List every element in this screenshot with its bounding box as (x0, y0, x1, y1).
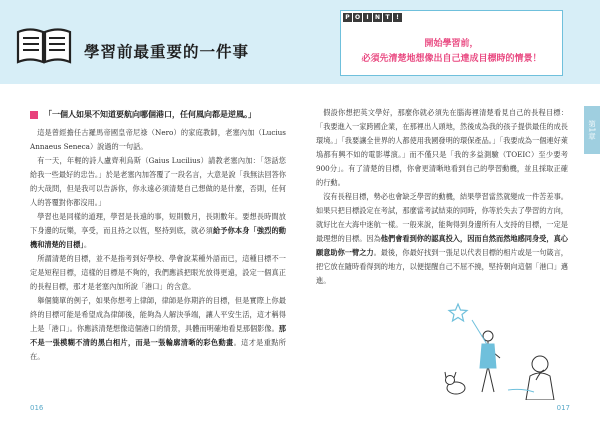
paragraph-text: 。這才是重點所在。 (30, 338, 286, 361)
open-book-icon (16, 26, 72, 64)
point-letter: T (383, 13, 392, 22)
header-band (0, 0, 600, 84)
illustration-dreaming-goal (412, 300, 572, 400)
highlight-text: 他們會看到你的認真投入，因而自然而然地感同身受，真心願意助你一臂之力 (316, 234, 568, 257)
point-callout (340, 10, 563, 76)
left-page-body (30, 108, 286, 364)
paragraph: 假設你想把英文學好，那麼你就必須先在腦海裡清楚看見自己的長程目標：「我要進入一家跨國企業，在那裡出人頭地，然後成為我的孩子提供最佳的成長環境。」「我要讓全世界的人都使用我國發明的環保產品。」「我要成為一個連好萊塢都有興不如的電影導演。」而不僅只是「我的多益測驗（TOEIC）至少要考900分」。有了清楚的目標，你會更清晰地看到自己的學習動機，並且採取正確的行動。 (316, 108, 568, 187)
star-icon (449, 304, 467, 321)
point-label (343, 13, 402, 22)
point-letter: ! (393, 13, 402, 22)
dog-figure (445, 372, 465, 394)
chapter-tab-label: 第1章 (587, 120, 597, 140)
point-letter: O (354, 14, 361, 21)
paragraph: 所謂清楚的目標，並不是指考到好學校、學會說某種外語而已，這種目標不一定是短程目標，這樣的目標是不夠的，我們應該把眼光放得更遠，設定一個真正的長程目標，那才是老塞內加所說「港口」的含意。 (30, 254, 286, 291)
section-title: 學習前最重要的一件事 (84, 43, 250, 61)
point-text (341, 37, 562, 67)
chapter-tab (584, 106, 600, 154)
point-line-2: 必須先清楚地想像出自己達成目標時的情景！ (361, 54, 542, 64)
paragraph-text: 沒有長程目標，勢必也會缺乏學習的動機，結果學習當然就變成一件苦差事。如果只把目標設定在考試，那麼當考試結束的同時，你等於失去了學習的方向，就好比在大海中迷航一樣。一般來說，能夠得到身邊所有人支持的目標，一定是最理想的目標。因為 (316, 192, 568, 243)
paragraph (30, 210, 286, 252)
pointing-figure (472, 320, 500, 392)
right-page-body (316, 106, 568, 288)
highlight-text: 那不是一張模糊不清的黑白相片，而是一張輪廓清晰的彩色動畫 (30, 324, 286, 347)
paragraph: 這是曾經擔任古羅馬帝國皇帝尼祿（Nero）的家庭教師，老塞內加（Lucius Annaeus Seneca）說過的一句話。 (30, 128, 286, 151)
thinking-person (526, 356, 554, 400)
paragraph-text: 。最後，你最好找到一張足以代表目標的相片或是一句箴言，把它放在隨時看得到的地方，以便提醒自己不屈不撓，堅持朝向這個「港口」邁進。 (316, 248, 568, 285)
pink-square-icon (30, 111, 38, 119)
paragraph-text: 。 (83, 240, 92, 249)
highlight-text: 給予你本身「強烈的動機和清楚的目標」 (30, 226, 286, 249)
quote-heading (30, 108, 286, 122)
quote-text: 「一個人如果不知道要航向哪個港口，任何風向都是逆風。」 (44, 110, 256, 119)
page-number-right: 017 (556, 404, 570, 412)
point-letter: I (363, 13, 372, 22)
point-line-1: 開始學習前， (424, 39, 479, 49)
paragraph (316, 190, 568, 288)
paragraph (30, 294, 286, 364)
page-number-left: 016 (30, 404, 44, 412)
paragraph: 有一天，年輕的詩人盧齊利烏斯（Gaius Lucilius）請教老塞內加：「怨話您給我一些最好的忠告。」於是老塞內加答覆了一段名言，大意是說「我無法回答你的大哉問，但是我可以告訴你，你永遠必須清楚自己想做的是什麼，否則，任何人的答覆對你都沒用。」 (30, 156, 286, 207)
point-letter: N (374, 14, 381, 21)
paragraph-text: 學習也是同樣的道理，學習是長遠的事，短則數月，長則數年。要想長時間放下身邊的玩樂，享受，而且持之以恆，堅持到底，就必須 (30, 212, 286, 235)
point-letter: P (343, 13, 352, 22)
paragraph-text: 舉個簡單的例子，如果你想考上律師，律師是你期許的目標，但是實際上你最終的目標可能是希望成為律師後，能夠為人解決爭端，讓人平安生活，這才稱得上是「港口」。你應該清楚想像這個港口的情景，具體而明確地看見那個影像。 (30, 296, 286, 333)
